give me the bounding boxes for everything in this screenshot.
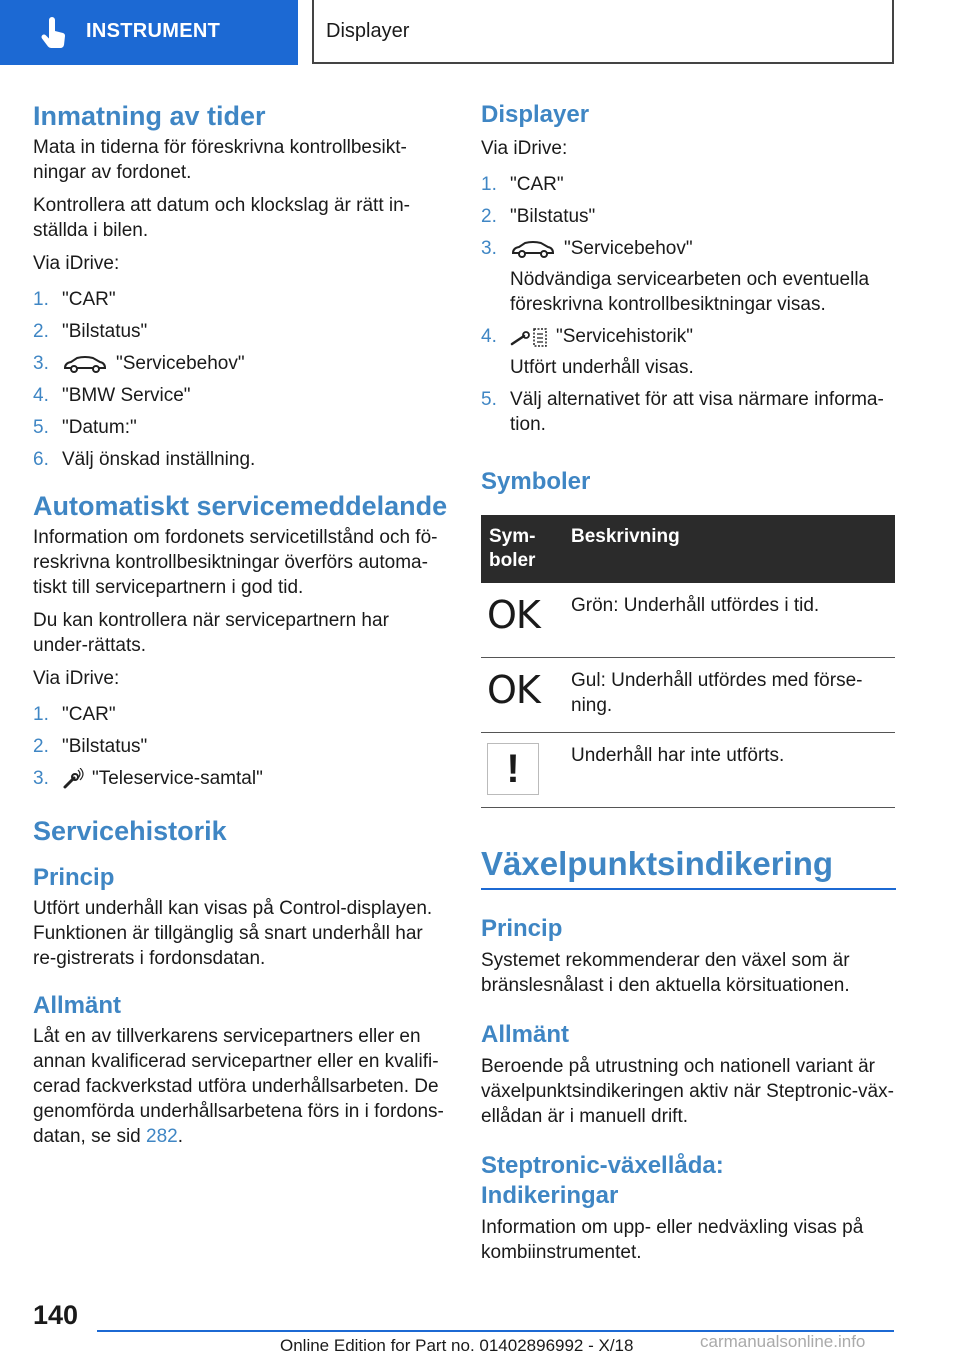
exclamation-icon: ! [487,743,539,795]
chapter-tab[interactable] [0,0,298,65]
list-item: 3. "Servicebehov" [33,353,245,374]
table-cell: Grön: Underhåll utfördes i tid. [563,583,895,658]
ok-icon: OK [487,593,540,637]
via-idrive: Via iDrive: [33,253,120,274]
page-number: 140 [33,1300,79,1330]
paragraph: Låt en av tillverkarens servicepartners eller en annan kvalificerad servicepartner eller en kvalifi-cerad fackverkstad utföra underhållsarbeten. De genomförda underhållsarbetena förs in i fordons-datan, se sid 282. [33,1026,444,1147]
heading-symboler: Symboler [481,468,591,495]
table-row [481,733,895,808]
list-item: 3. "Servicebehov" Nödvändiga servicearbeten och eventuella föreskrivna kontrollbesiktningar visas. [481,236,896,317]
paragraph: Utfört underhåll kan visas på Control-displayen. Funktionen är tillgänglig så snart underhåll har re-gistrerats i fordonsdatan. [33,898,433,969]
table-row [481,658,895,733]
step-list [33,287,448,472]
heading-inmatning: Inmatning av tider [33,101,266,131]
car-service-icon [62,354,108,374]
subheading-princip: Princip [481,915,563,942]
list-item: 4. "BMW Service" [33,385,191,406]
heading-vaxelpunkt: Växelpunktsindikering [481,844,896,890]
paragraph: Du kan kontrollera när servicepartnern har under-rättats. [33,610,389,656]
step-list [33,702,448,791]
subheading-steptronic: Steptronic-växellåda: Indikeringar [481,1152,724,1209]
right-column [481,100,896,1265]
list-item: 3. "Teleservice-samtal" [33,768,263,789]
table-row [481,583,895,658]
paragraph: Systemet rekommenderar den växel som är bränslesnålast i den aktuella körsituationen. [481,950,850,996]
watermark: carmanualsonline.info [700,1332,866,1351]
table-cell: Gul: Underhåll utfördes med förse-ning. [563,658,895,733]
via-idrive: Via iDrive: [33,668,120,689]
edition-footer: Online Edition for Part no. 01402896992 - X/18 [280,1336,634,1355]
heading-servicehistorik: Servicehistorik [33,816,227,846]
paragraph: Mata in tiderna för föreskrivna kontrollbesikt-ningar av fordonet. [33,137,407,183]
column-header: Sym-boler [481,515,563,583]
list-item: 1. "CAR" [33,704,116,725]
heading-automatiskt: Automatiskt servicemeddelande [33,491,448,521]
table-cell: Underhåll har inte utförts. [563,733,895,808]
list-item: 1. "CAR" [481,174,564,195]
subheading-allmant: Allmänt [481,1021,570,1048]
section-label: Displayer [326,20,410,42]
step-note: Utfört underhåll visas. [510,357,694,378]
list-item: 4. "Servicehistorik" Utfört underhåll visas. [481,324,896,380]
left-column [33,100,448,1149]
list-item: 5. Välj alternativet för att visa närmare informa-tion. [481,389,884,435]
paragraph: Kontrollera att datum och klockslag är rätt in-ställda i bilen. [33,195,411,241]
paragraph: Information om fordonets servicetillstånd och fö-reskrivna kontrollbesiktningar överförs automa-tiskt till servicepartnern i god tid. [33,527,438,598]
via-idrive: Via iDrive: [481,138,568,159]
list-item: 5. "Datum:" [33,417,137,438]
paragraph: Information om upp- eller nedväxling visas på kombiinstrumentet. [481,1217,864,1263]
column-header: Beskrivning [563,515,895,583]
step-note: Nödvändiga servicearbeten och eventuella föreskrivna kontrollbesiktningar visas. [510,269,870,315]
page-link-282[interactable]: 282 [146,1126,178,1147]
service-history-icon [510,326,548,348]
heading-displayer: Displayer [481,101,590,128]
list-item: 2. "Bilstatus" [33,736,148,757]
car-service-icon [510,239,556,259]
list-item: 2. "Bilstatus" [33,321,148,342]
step-list [481,172,896,437]
chapter-label: INSTRUMENT [86,20,221,42]
paragraph: Beroende på utrustning och nationell variant är växelpunktsindikeringen aktiv när Steptronic-väx-ellådan är i manuell drift. [481,1056,894,1127]
list-item: 1. "CAR" [33,289,116,310]
symbol-table [481,515,895,808]
table-header-row [481,515,895,583]
touch-hand-icon [38,16,70,50]
subheading-princip: Princip [33,864,115,891]
list-item: 2. "Bilstatus" [481,206,596,227]
list-item: 6. Välj önskad inställning. [33,449,256,470]
section-header [312,0,894,64]
subheading-allmant: Allmänt [33,992,122,1019]
ok-icon: OK [487,668,540,712]
wrench-signal-icon [62,768,84,790]
